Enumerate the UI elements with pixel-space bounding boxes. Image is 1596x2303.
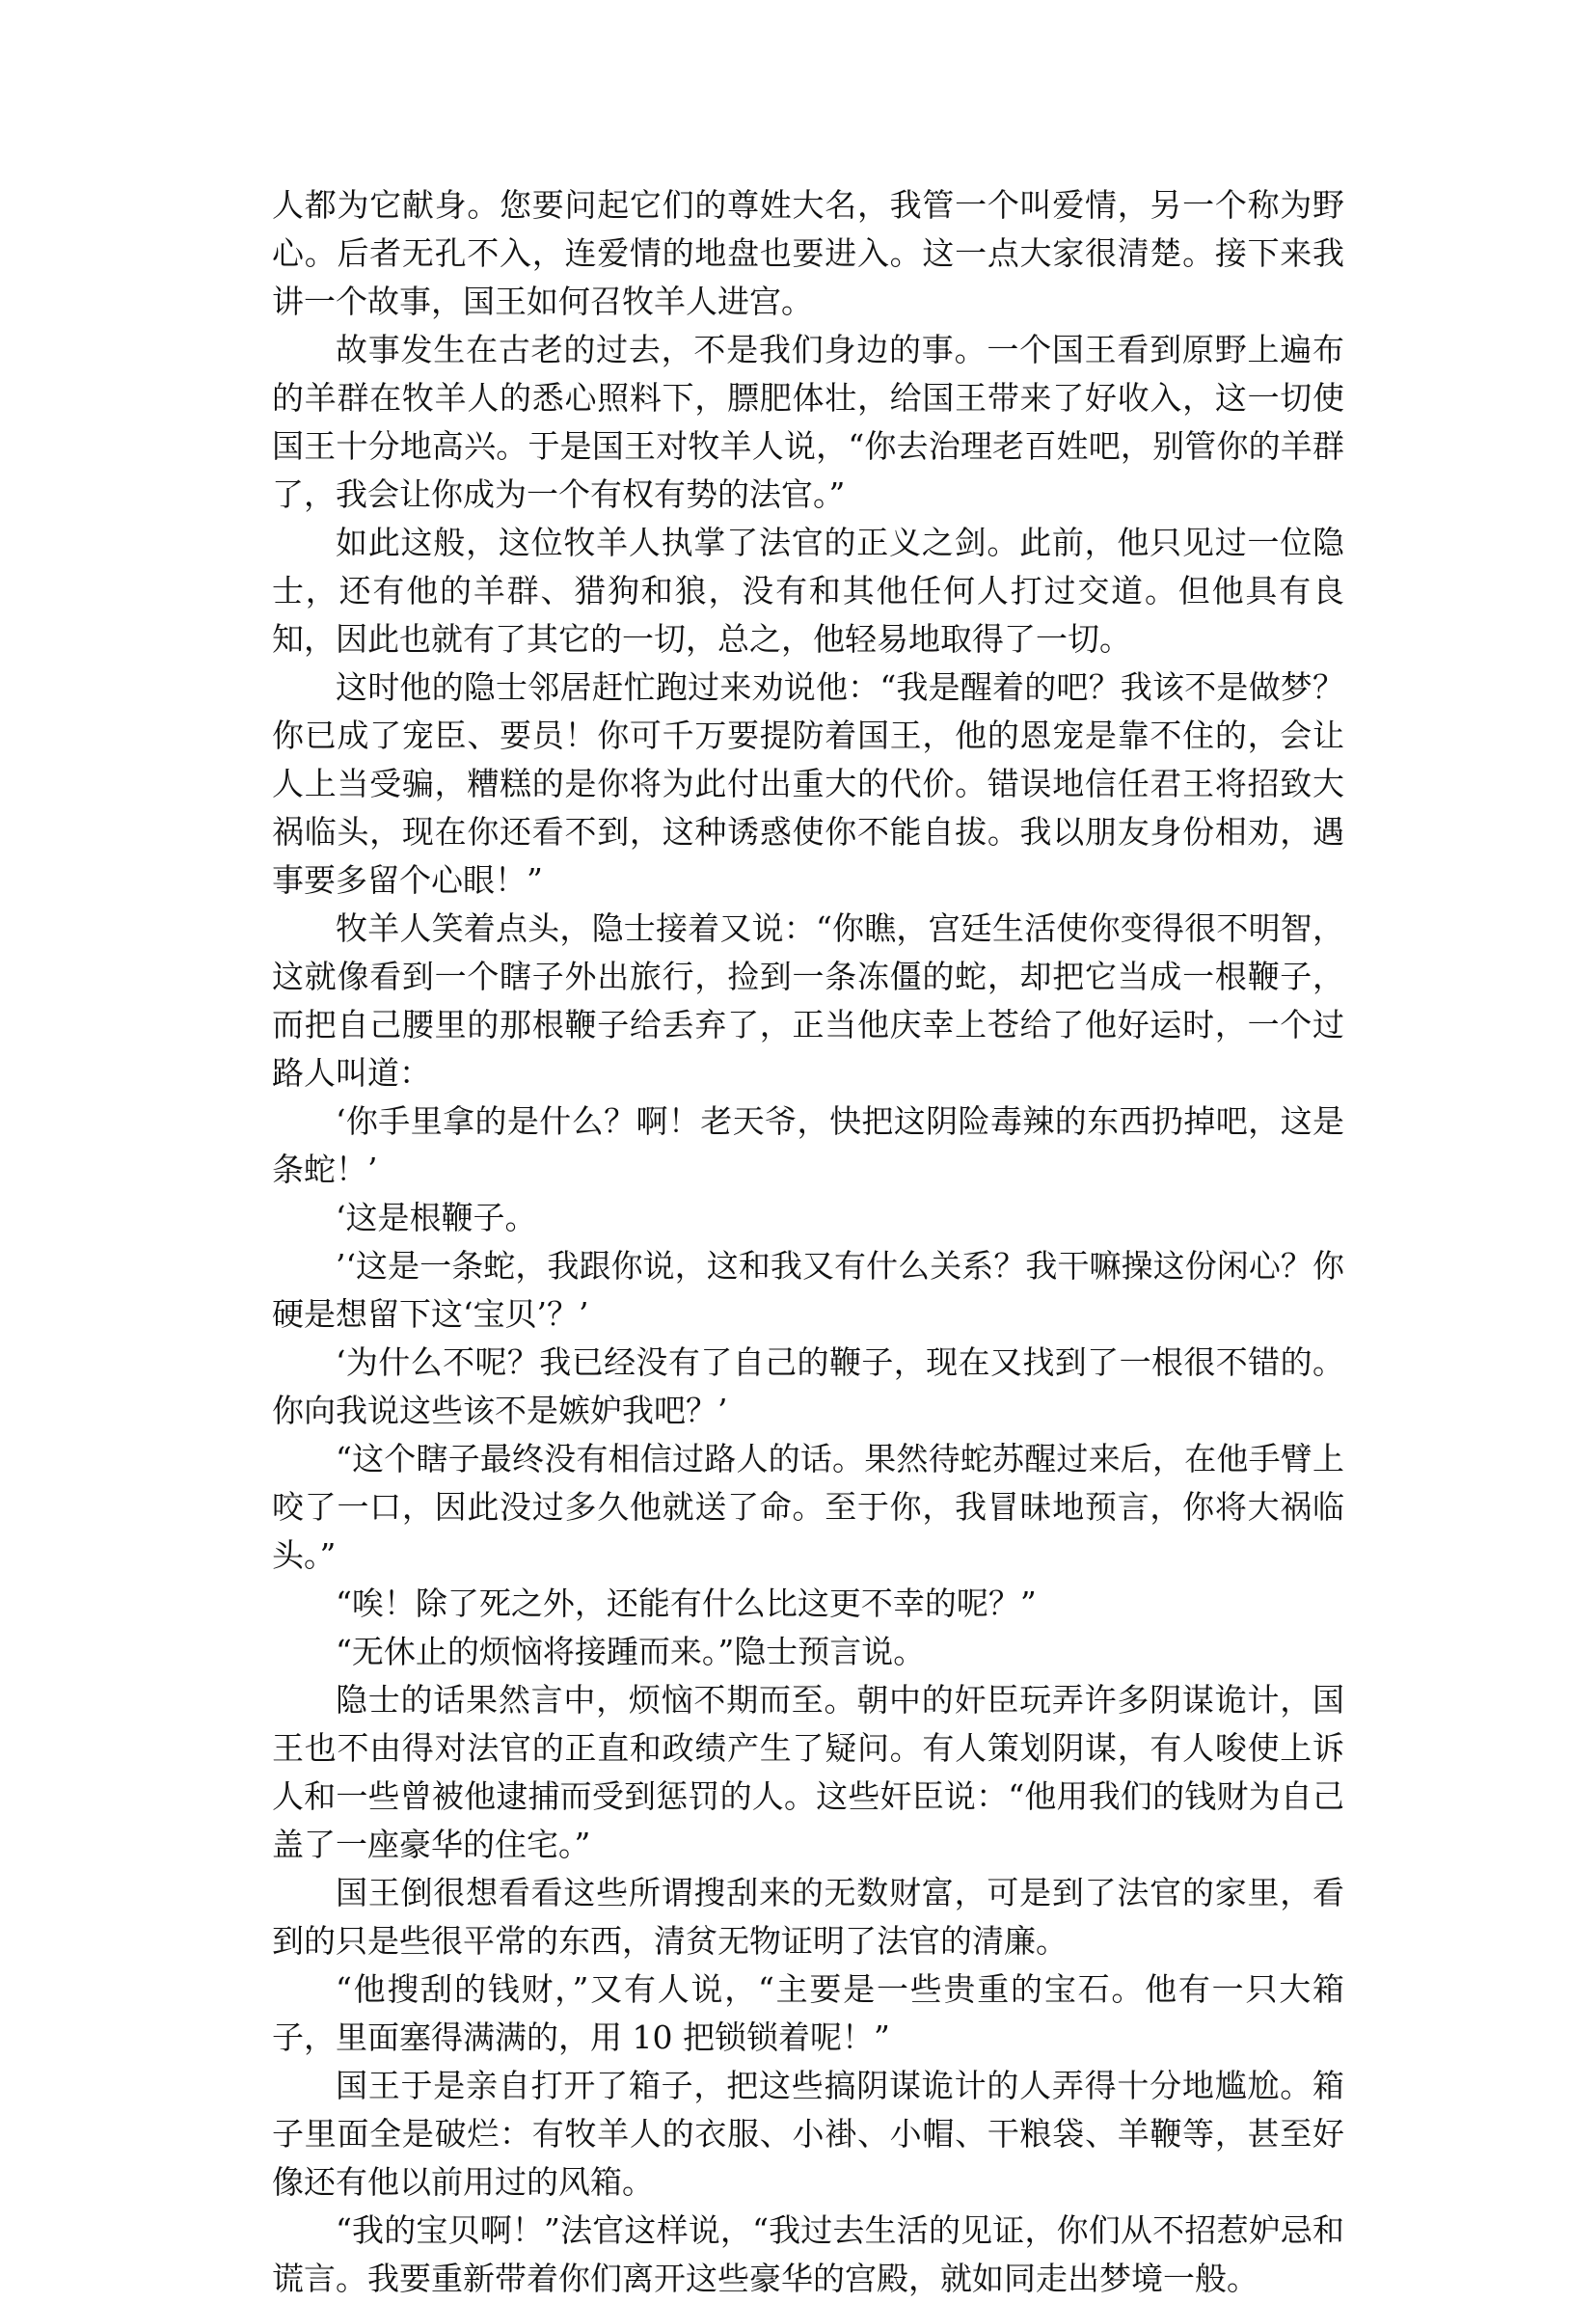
paragraph: “他搜刮的钱财，”又有人说，“主要是一些贵重的宝石。他有一只大箱子，里面塞得满满的，用 10 把锁锁着呢！” (272, 1970, 1344, 2056)
paragraph: “我的宝贝啊！”法官这样说，“我过去生活的见证，你们从不招惹妒忌和谎言。我要重新带着你们离开这些豪华的宫殿，就如同走出梦境一般。 (272, 2211, 1344, 2297)
paragraph: ‘为什么不呢？我已经没有了自己的鞭子，现在又找到了一根很不错的。你向我说这些该不是嫉妒我吧？’ (272, 1343, 1344, 1429)
paragraph: ‘你手里拿的是什么？啊！老天爷，快把这阴险毒辣的东西扔掉吧，这是条蛇！’ (272, 1102, 1344, 1188)
paragraph: 牧羊人笑着点头，隐士接着又说：“你瞧，宫廷生活使你变得很不明智，这就像看到一个瞎子外出旅行，捡到一条冻僵的蛇，却把它当成一根鞭子，而把自己腰里的那根鞭子给丢弃了，正当他庆幸上苍给了他好运时，一个过路人叫道： (272, 909, 1344, 1092)
paragraph: 如此这般，这位牧羊人执掌了法官的正义之剑。此前，他只见过一位隐士，还有他的羊群、猎狗和狼，没有和其他任何人打过交道。但他具有良知，因此也就有了其它的一切，总之，他轻易地取得了一切。 (272, 524, 1344, 658)
paragraph: “唉！除了死之外，还能有什么比这更不幸的呢？” (336, 1585, 1037, 1622)
paragraph: ’‘这是一条蛇，我跟你说，这和我又有什么关系？我干嘛操这份闲心？你硬是想留下这‘宝贝’？’ (272, 1247, 1344, 1333)
paragraph: “无休止的烦恼将接踵而来。”隐士预言说。 (336, 1633, 926, 1670)
paragraph: 国王于是亲自打开了箱子，把这些搞阴谋诡计的人弄得十分地尴尬。箱子里面全是破烂：有牧羊人的衣服、小褂、小帽、干粮袋、羊鞭等，甚至好像还有他以前用过的风箱。 (272, 2067, 1344, 2201)
paragraph: 故事发生在古老的过去，不是我们身边的事。一个国王看到原野上遍布的羊群在牧羊人的悉心照料下，膘肥体壮，给国王带来了好收入，这一切使国王十分地高兴。于是国王对牧羊人说，“你去治理老百姓吧，别管你的羊群了，我会让你成为一个有权有势的法官。” (272, 331, 1344, 513)
paragraph: 国王倒很想看看这些所谓搜刮来的无数财富，可是到了法官的家里，看到的只是些很平常的东西，清贫无物证明了法官的清廉。 (272, 1874, 1344, 1960)
document-page (272, 181, 1344, 2303)
paragraph: “这个瞎子最终没有相信过路人的话。果然待蛇苏醒过来后，在他手臂上咬了一口，因此没过多久他就送了命。至于你，我冒昧地预言，你将大祸临头。” (272, 1440, 1344, 1574)
paragraph: ‘这是根鞭子。 (336, 1199, 537, 1236)
paragraph: 这时他的隐士邻居赶忙跑过来劝说他：“我是醒着的吧？我该不是做梦？你已成了宠臣、要员！你可千万要提防着国王，他的恩宠是靠不住的，会让人上当受骗，糟糕的是你将为此付出重大的代价。错误地信任君王将招致大祸临头，现在你还看不到，这种诱惑使你不能自拔。我以朋友身份相劝，遇事要多留个心眼！” (272, 668, 1344, 899)
paragraph: 隐士的话果然言中，烦恼不期而至。朝中的奸臣玩弄许多阴谋诡计，国王也不由得对法官的正直和政绩产生了疑问。有人策划阴谋，有人唆使上诉人和一些曾被他逮捕而受到惩罚的人。这些奸臣说：“他用我们的钱财为自己盖了一座豪华的住宅。” (272, 1681, 1344, 1863)
paragraph: 人都为它献身。您要问起它们的尊姓大名，我管一个叫爱情，另一个称为野心。后者无孔不入，连爱情的地盘也要进入。这一点大家很清楚。接下来我讲一个故事，国王如何召牧羊人进宫。 (272, 186, 1344, 320)
